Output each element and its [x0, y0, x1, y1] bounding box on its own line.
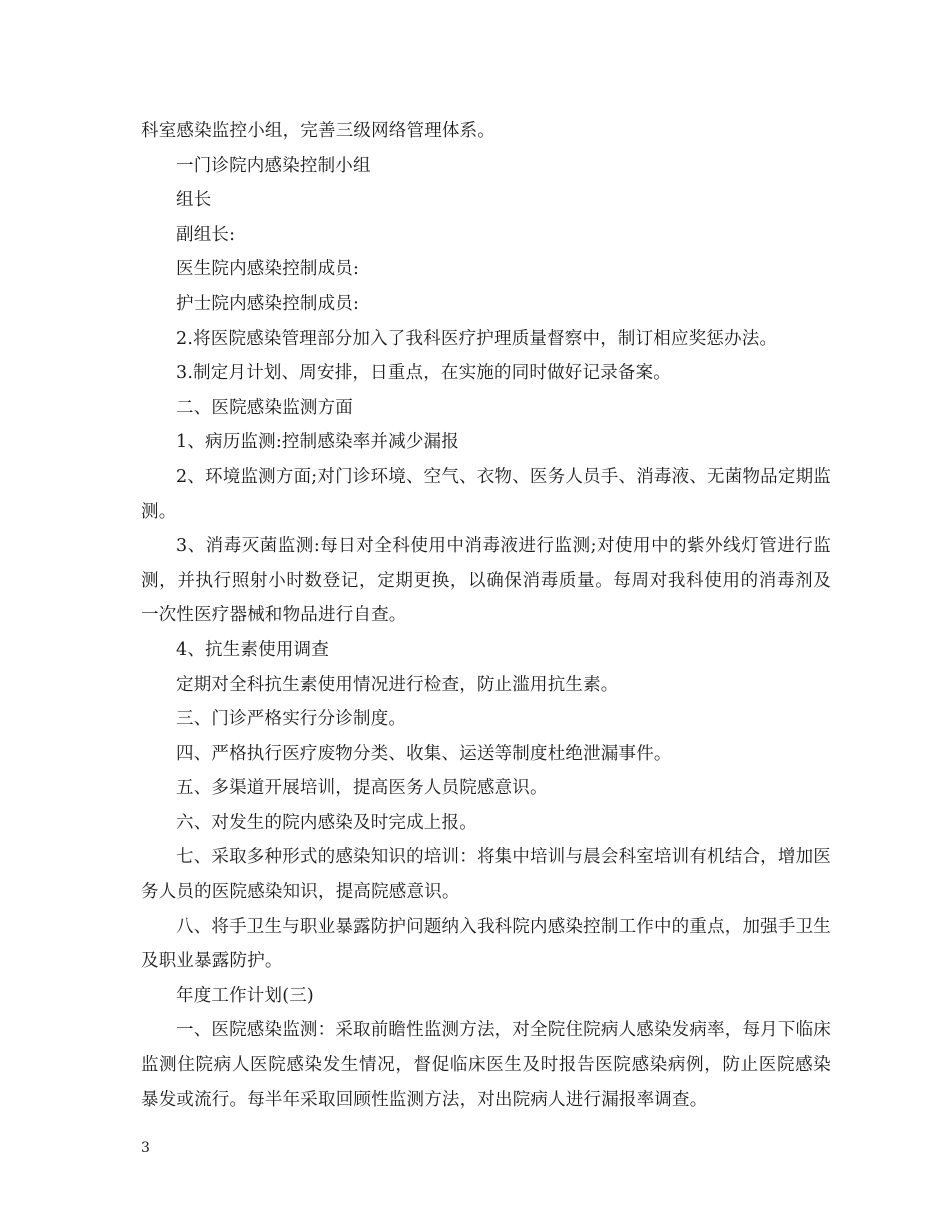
paragraph: 一门诊院内感染控制小组: [176, 155, 371, 176]
section-title: 年度工作计划(三): [176, 985, 314, 1006]
section-heading: 二、医院感染监测方面: [176, 397, 353, 418]
paragraph: 科室感染监控小组，完善三级网络管理体系。: [141, 121, 495, 141]
paragraph: 一、医院感染监测：采取前瞻性监测方法，对全院住院病人感染发病率，每月下临床监测住院病人医院感染发生情况，督促临床医生及时报告医院感染病例，防止医院感染暴发或流行。每半年采取回顾性监测方法，对出院病人进行漏报率调查。: [141, 1020, 831, 1110]
paragraph: 医生院内感染控制成员:: [176, 259, 360, 280]
paragraph: 3、消毒灭菌监测:每日对全科使用中消毒液进行监测;对使用中的紫外线灯管进行监测，并执行照射小时数登记，定期更换，以确保消毒质量。每周对我科使用的消毒剂及一次性医疗器械和物品进行自查。: [141, 536, 831, 626]
document-body: [141, 114, 831, 1117]
section-heading: 三、门诊严格实行分诊制度。: [176, 709, 407, 730]
paragraph: 副组长:: [176, 224, 236, 245]
paragraph: 组长: [176, 190, 212, 211]
paragraph: 3.制定月计划、周安排，日重点，在实施的同时做好记录备案。: [176, 363, 671, 384]
paragraph: 1、病历监测:控制感染率并减少漏报: [176, 432, 459, 453]
section-heading: 五、多渠道开展培训，提高医务人员院感意识。: [176, 778, 548, 799]
paragraph: 4、抗生素使用调查: [176, 639, 329, 660]
paragraph: 七、采取多种形式的感染知识的培训：将集中培训与晨会科室培训有机结合，增加医务人员的医院感染知识，提高院感意识。: [141, 847, 831, 903]
paragraph: 2、环境监测方面;对门诊环境、空气、衣物、医务人员手、消毒液、无菌物品定期监测。: [141, 466, 831, 522]
section-heading: 六、对发生的院内感染及时完成上报。: [176, 812, 477, 833]
section-heading: 四、严格执行医疗废物分类、收集、运送等制度杜绝泄漏事件。: [176, 743, 672, 764]
paragraph: 护士院内感染控制成员:: [176, 293, 360, 314]
paragraph: 2.将医院感染管理部分加入了我科医疗护理质量督察中，制订相应奖惩办法。: [176, 328, 778, 349]
paragraph: 定期对全科抗生素使用情况进行检查，防止滥用抗生素。: [176, 674, 619, 695]
paragraph: 八、将手卫生与职业暴露防护问题纳入我科院内感染控制工作中的重点，加强手卫生及职业暴露防护。: [141, 916, 831, 972]
page-number: 3: [141, 1140, 150, 1156]
